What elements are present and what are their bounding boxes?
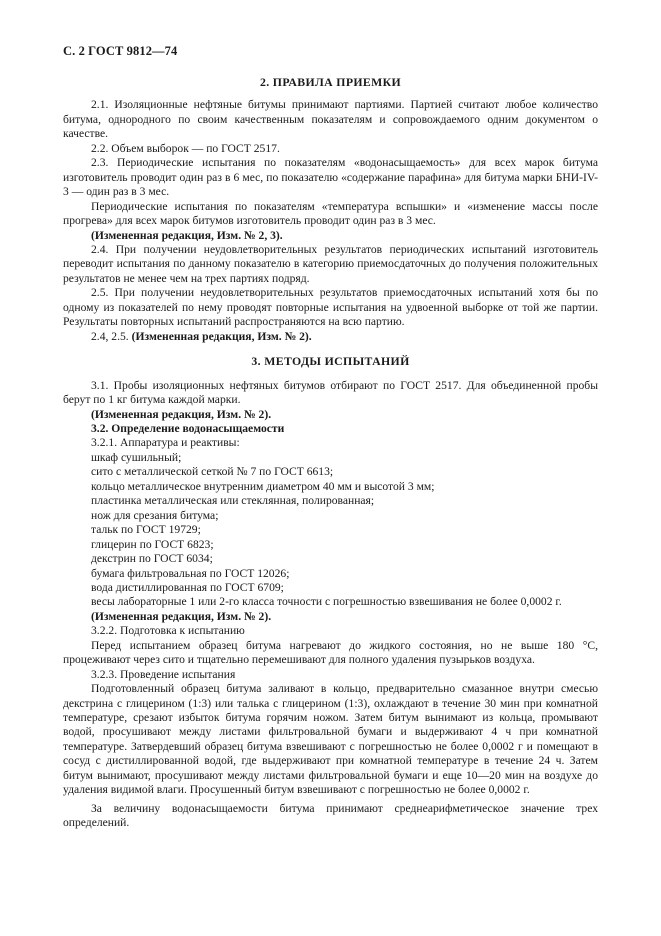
clause-3-1: 3.1. Пробы изоляционных нефтяных битумов отбирают по ГОСТ 2517. Для объединенной пробы берут по 1 кг битума каждой марки. [63,378,598,407]
list-item: пластинка металлическая или стеклянная, полированная; [91,494,375,508]
final-paragraph: За величину водонасыщаемости битума принимают среднеарифметическое значение трех определений. [63,801,598,830]
document-body [63,75,598,831]
revision-note-text: (Измененная редакция, Изм. № 2). [131,329,312,343]
list-item: шкаф сушильный; [91,450,182,464]
revision-note-2-4-2-5 [63,330,598,344]
clause-3-2-2-heading: 3.2.2. Подготовка к испытанию [91,624,245,638]
list-item: сито с металлической сеткой № 7 по ГОСТ 6613; [91,465,334,479]
revision-clauses: 2.4, 2.5. [91,329,129,343]
clause-2-2: 2.2. Объем выборок — по ГОСТ 2517. [91,141,280,155]
list-item: глицерин по ГОСТ 6823; [91,537,214,551]
clause-3-2-2-text: Перед испытанием образец битума нагревают до жидкого состояния, но не выше 180 °С, процеживают через сито и тщательно перемешивают для полного удаления пузырьков воздуха. [63,638,598,667]
list-item: декстрин по ГОСТ 6034; [91,552,213,566]
revision-note: (Измененная редакция, Изм. № 2, 3). [91,228,283,242]
clause-3-2-3-heading: 3.2.3. Проведение испытания [91,667,236,681]
clause-2-4: 2.4. При получении неудовлетворительных результатов периодических испытаний изготовитель переводит испытания по данному показателю в категорию приемосдаточных до получения положительных результатов не менее чем на трех партиях подряд. [63,242,598,285]
clause-2-1: 2.1. Изоляционные нефтяные битумы принимают партиями. Партией считают любое количество битума, однородного по своим качественным показателям и сопровождаемого одним документом о качестве. [63,98,598,141]
clause-2-5: 2.5. При получении неудовлетворительных результатов приемосдаточных испытаний хотя бы по одному из показателей по нему проводят повторные испытания на удвоенной выборке от той же партии. Результаты повторных испытаний распространяются на всю партию. [63,286,598,329]
section-2-title: 2. ПРАВИЛА ПРИЕМКИ [259,75,402,89]
clause-3-2-3-text: Подготовленный образец битума заливают в кольцо, предварительно смазанное внутри смесью декстрина с глицерином (1:3) или талька с глицерином (1:3), охлаждают в течение 30 мин при комнатной температуре, срезают избыток битума горячим ножом. Затем битум вынимают из кольца, промывают водой, просушивают между листами фильтровальной бумаги и выдерживают 4 ч при комнатной температуре. Затвердевший образец битума взвешивают с погрешностью не более 0,0002 г и помещают в сосуд с дистиллированной водой, где выдерживают при комнатной температуре в течение 24 ч. Затем битум вынимают, просушивают между листами фильтровальной бумаги и еще 10—20 мин на воздухе до удаления видимой влаги. Просушенный битум взвешивают с погрешностью не более 0,0002 г. [63,682,598,797]
list-item: тальк по ГОСТ 19729; [91,523,201,537]
list-item: кольцо металлическое внутренним диаметром 40 мм и высотой 3 мм; [91,479,435,493]
page-header: С. 2 ГОСТ 9812—74 [63,44,178,58]
clause-2-3-continued: Периодические испытания по показателям «температура вспышки» и «изменение массы после прогрева» для всех марок битумов изготовитель проводит один раз в 3 мес. [63,199,598,228]
list-item: весы лабораторные 1 или 2-го класса точности с погрешностью взвешивания не более 0,0002 г. [91,595,562,609]
list-item: нож для срезания битума; [91,508,219,522]
clause-3-2-1-heading: 3.2.1. Аппаратура и реактивы: [91,436,240,450]
list-item: вода дистиллированная по ГОСТ 6709; [91,580,284,594]
section-3-title: 3. МЕТОДЫ ИСПЫТАНИЙ [251,354,410,369]
clause-3-2-heading: 3.2. Определение водонасыщаемости [91,421,285,435]
clause-2-3: 2.3. Периодические испытания по показателям «водонасыщаемость» для всех марок битума изготовитель проводит один раз в 6 мес, по показателю «содержание парафина» для битума марки БНИ-IV-3 — один раз в 3 мес. [63,156,598,199]
list-item: бумага фильтровальная по ГОСТ 12026; [91,566,290,580]
revision-note: (Измененная редакция, Изм. № 2). [91,407,272,421]
revision-note: (Измененная редакция, Изм. № 2). [91,609,272,623]
